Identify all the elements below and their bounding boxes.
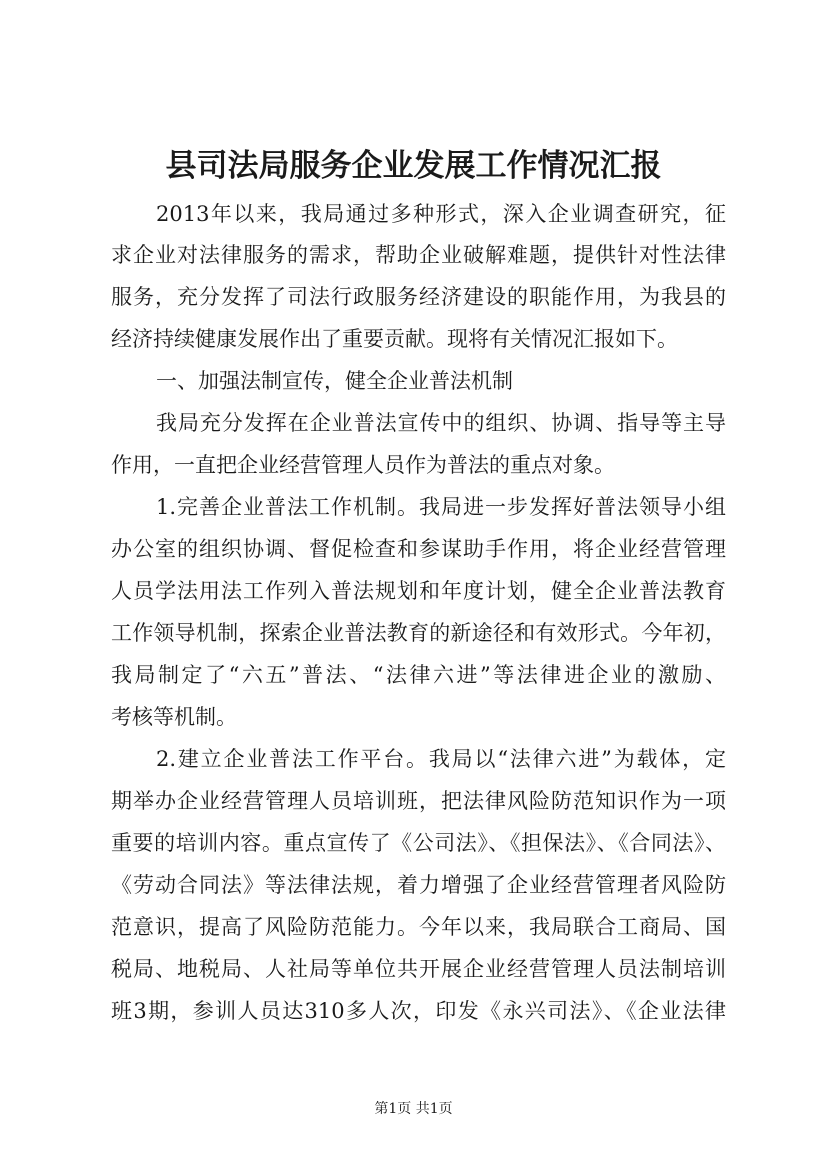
paragraph-line: 班3期，参训人员达310多人次，印发《永兴司法》、《企业法律	[111, 999, 726, 1023]
paragraph-line: 作用，一直把企业经营管理人员作为普法的重点对象。	[111, 453, 615, 477]
paragraph-line: 重要的培训内容。重点宣传了《公司法》、《担保法》、《合同法》、	[111, 831, 726, 855]
paragraph-line: 范意识，提高了风险防范能力。今年以来，我局联合工商局、国	[111, 915, 726, 939]
paragraph-line: 工作领导机制，探索企业普法教育的新途径和有效形式。今年初，	[111, 621, 726, 645]
paragraph-line: 税局、地税局、人社局等单位共开展企业经营管理人员法制培训	[111, 957, 726, 981]
paragraph-line: 经济持续健康发展作出了重要贡献。现将有关情况汇报如下。	[111, 327, 678, 351]
paragraph-line: 1.完善企业普法工作机制。我局进一步发挥好普法领导小组	[156, 495, 726, 519]
paragraph-line: 我局制定了“六五”普法、“法律六进”等法律进企业的激励、	[111, 663, 726, 687]
paragraph-line: 期举办企业经营管理人员培训班，把法律风险防范知识作为一项	[111, 789, 726, 813]
paragraph-line: 考核等机制。	[111, 705, 237, 729]
page-title: 县司法局服务企业发展工作情况汇报	[165, 148, 662, 184]
paragraph-line: 我局充分发挥在企业普法宣传中的组织、协调、指导等主导	[156, 411, 726, 435]
paragraph-line: 2.建立企业普法工作平台。我局以“法律六进”为载体，定	[156, 747, 726, 771]
paragraph-line: 人员学法用法工作列入普法规划和年度计划，健全企业普法教育	[111, 579, 726, 603]
paragraph-line: 办公室的组织协调、督促检查和参谋助手作用，将企业经营管理	[111, 537, 726, 561]
paragraph-line: 《劳动合同法》等法律法规，着力增强了企业经营管理者风险防	[111, 873, 726, 897]
page-number-footer: 第1页 共1页	[374, 1101, 453, 1117]
paragraph-line: 2013年以来，我局通过多种形式，深入企业调查研究，征	[156, 202, 726, 226]
paragraph-line: 服务，充分发挥了司法行政服务经济建设的职能作用，为我县的	[111, 285, 726, 309]
paragraph-line: 求企业对法律服务的需求，帮助企业破解难题，提供针对性法律	[111, 243, 726, 267]
section-heading: 一、加强法制宣传，健全企业普法机制	[156, 369, 513, 393]
